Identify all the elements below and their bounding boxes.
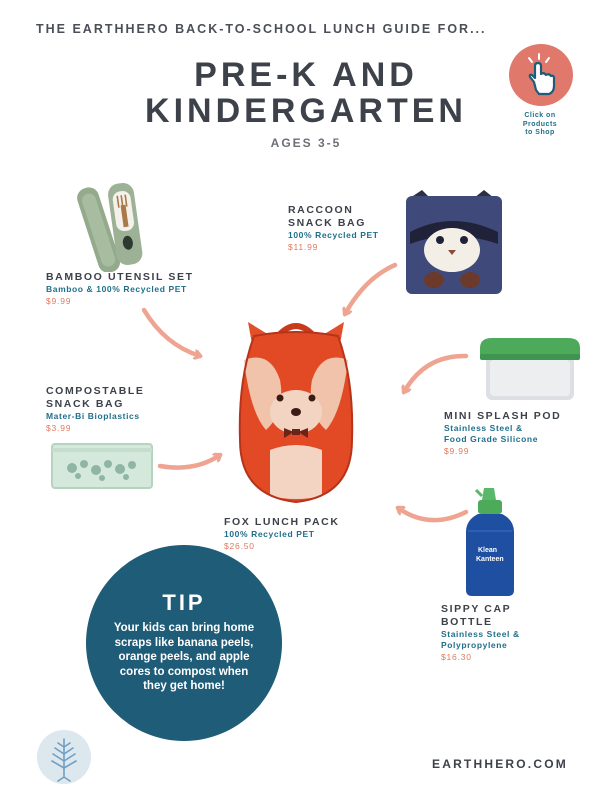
product-price: $9.99	[444, 446, 470, 456]
product-price: $26.50	[224, 541, 255, 551]
raccoon-snack-bag-image[interactable]	[402, 188, 506, 296]
tip-title: TIP	[162, 590, 206, 615]
product-name-line1: COMPOSTABLE	[46, 385, 145, 397]
bottle-brand-line1: Klean	[478, 547, 498, 554]
product-material: 100% Recycled PET	[288, 230, 379, 240]
product-material-line1: Stainless Steel &	[444, 423, 523, 433]
tree-logo	[36, 729, 92, 785]
product-material-line1: Stainless Steel &	[441, 629, 520, 639]
product-price: $9.99	[46, 296, 72, 306]
arrow-pod	[404, 356, 466, 392]
page-title-line1: PRE-K AND	[194, 56, 418, 94]
product-material: Bamboo & 100% Recycled PET	[46, 284, 187, 294]
arrow-raccoon	[345, 265, 395, 314]
fox-lunch-pack-image[interactable]	[230, 320, 362, 508]
cta-line-1: Click on	[524, 112, 556, 119]
product-name-line1: RACCOON	[288, 204, 354, 216]
page-title-line2: KINDERGARTEN	[145, 92, 467, 130]
product-sippy[interactable]	[441, 603, 520, 663]
arrow-compost	[160, 455, 220, 468]
product-price: $3.99	[46, 423, 72, 433]
product-fox[interactable]	[224, 516, 340, 552]
product-material-line2: Food Grade Silicone	[444, 434, 539, 444]
product-name: BAMBOO UTENSIL SET	[46, 271, 194, 283]
product-name: FOX LUNCH PACK	[224, 516, 340, 528]
product-name-line1: SIPPY CAP	[441, 603, 512, 615]
mini-splash-pod-image[interactable]	[476, 334, 584, 402]
footer-site[interactable]: EARTHHERO.COM	[432, 757, 568, 771]
product-compost[interactable]	[46, 385, 145, 434]
tip-body: Your kids can bring home scraps like banana peels, orange peels, and apple cores to compost when they get home!	[113, 622, 255, 692]
sippy-bottle-image[interactable]	[460, 486, 522, 598]
product-material: 100% Recycled PET	[224, 529, 315, 539]
arrow-sippy	[398, 508, 466, 520]
guide-eyebrow: THE EARTHHERO BACK-TO-SCHOOL LUNCH GUIDE FOR...	[36, 22, 487, 36]
product-name: MINI SPLASH POD	[444, 410, 562, 422]
product-material: Mater-Bi Bioplastics	[46, 411, 140, 421]
bottle-brand-line2: Kanteen	[476, 556, 504, 563]
cta-line-2: Products	[522, 120, 558, 128]
product-name-line2: SNACK BAG	[288, 217, 366, 229]
product-price: $16.30	[441, 652, 472, 662]
bamboo-utensil-image[interactable]	[72, 172, 164, 272]
product-name-line2: BOTTLE	[441, 616, 493, 628]
age-range: AGES 3-5	[270, 136, 342, 150]
product-utensil[interactable]	[46, 271, 194, 307]
product-price: $11.99	[288, 242, 319, 252]
cta-line-3: to Shop	[525, 129, 555, 136]
product-pod[interactable]	[444, 410, 561, 457]
compostable-bag-image[interactable]	[50, 442, 154, 490]
product-name-line2: SNACK BAG	[46, 398, 124, 410]
product-material-line2: Polypropylene	[441, 640, 508, 650]
arrow-utensil	[144, 310, 200, 356]
product-raccoon[interactable]	[288, 204, 379, 253]
